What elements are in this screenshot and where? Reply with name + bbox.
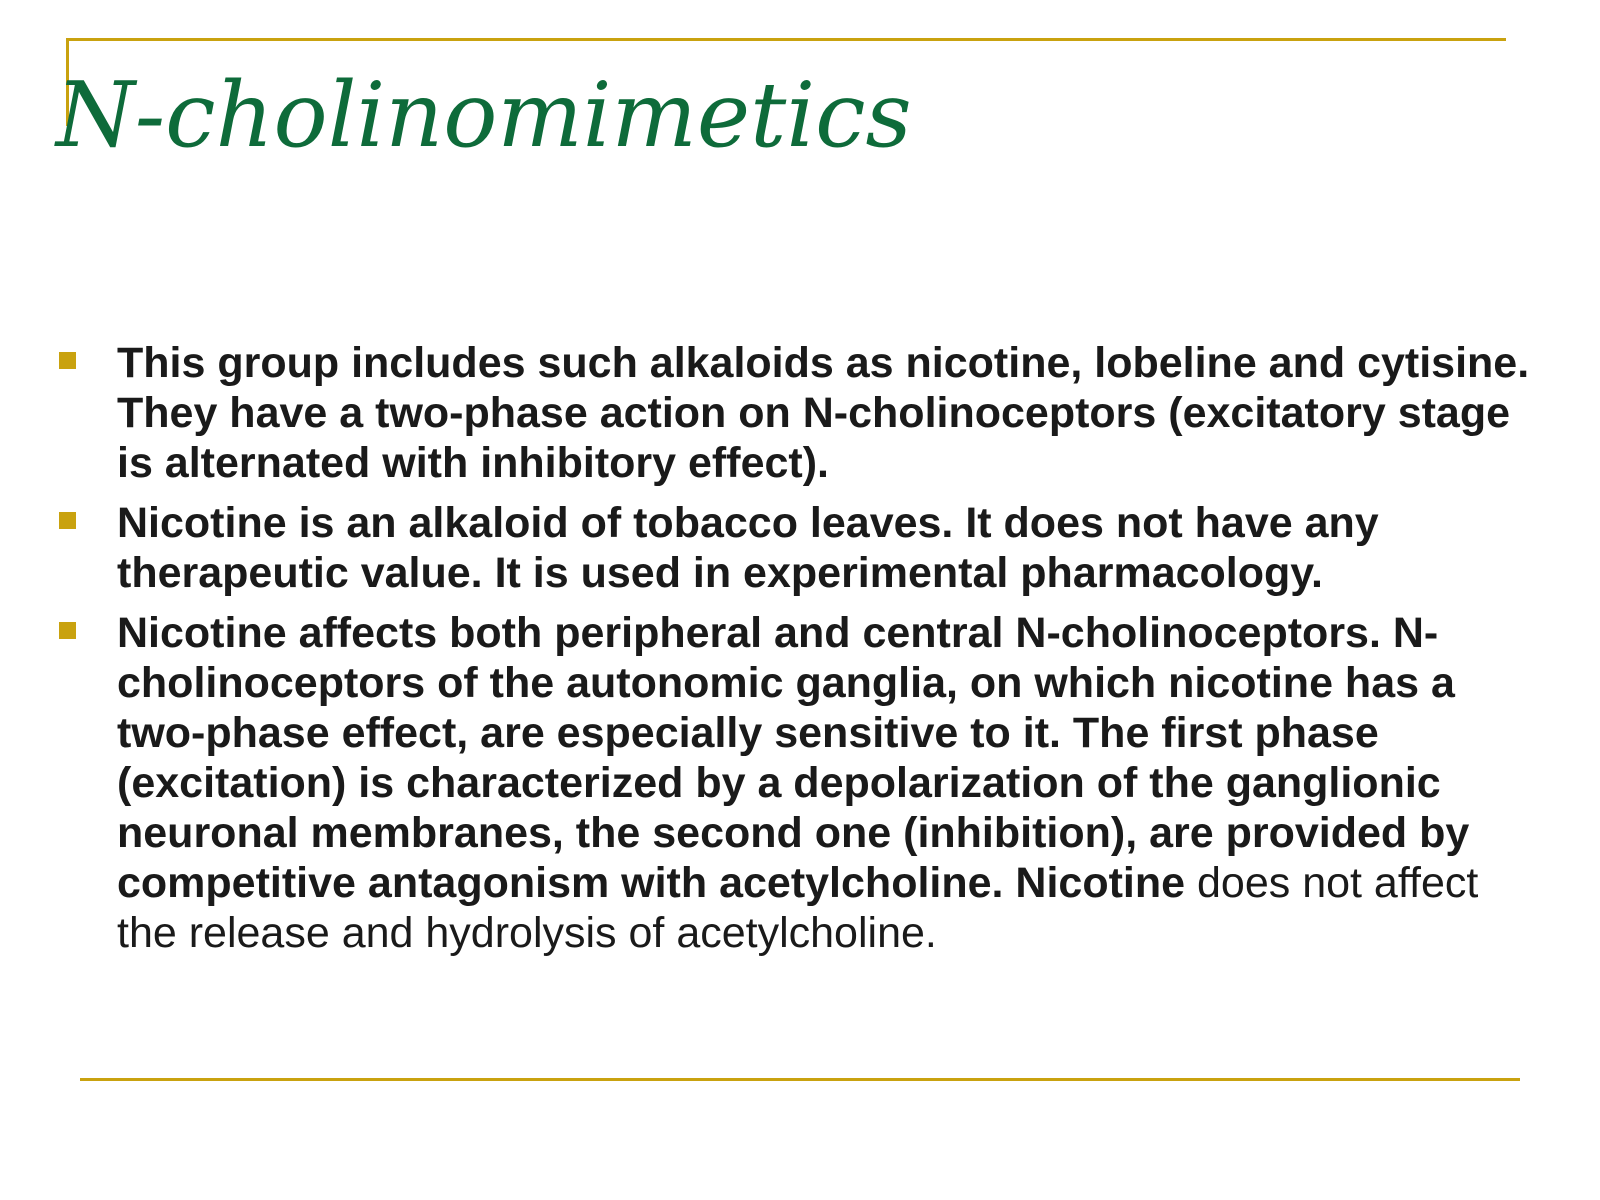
bullet-text-bold: Nicotine affects both peripheral and central N-cholinoceptors. N-cholinoceptors of the autonomic ganglia, on which nicotine has a two-phase effect, are especially sensitive to it. The first phase (excitation) is characterized by a depolarization of the ganglionic neuronal membranes, the second one (inhibition), are provided by competitive antagonism with acetylcholine. Nicotine xyxy=(117,609,1470,907)
bullet-text: This group includes such alkaloids as nicotine, lobeline and cytisine. They have a two-phase action on N-cholinoceptors (excitatory stage is alternated with inhibitory effect). xyxy=(117,339,1530,487)
slide-title: N-cholinomimetics xyxy=(56,63,912,168)
bullet-text: Nicotine is an alkaloid of tobacco leaves. It does not have any therapeutic value. It is used in experimental pharmacology. xyxy=(117,499,1379,597)
bullet-item-1 xyxy=(56,338,1546,488)
bottom-rule xyxy=(80,1078,1520,1081)
square-bullet-icon xyxy=(59,622,76,639)
square-bullet-icon xyxy=(59,512,76,529)
bullet-list xyxy=(56,338,1546,968)
bullet-item-2 xyxy=(56,498,1546,598)
square-bullet-icon xyxy=(59,352,76,369)
bullet-item-3 xyxy=(56,608,1546,958)
bullet-text-normal: does not affect the release and hydrolysis of acetylcholine. xyxy=(117,859,1479,957)
top-rule xyxy=(66,38,1506,41)
